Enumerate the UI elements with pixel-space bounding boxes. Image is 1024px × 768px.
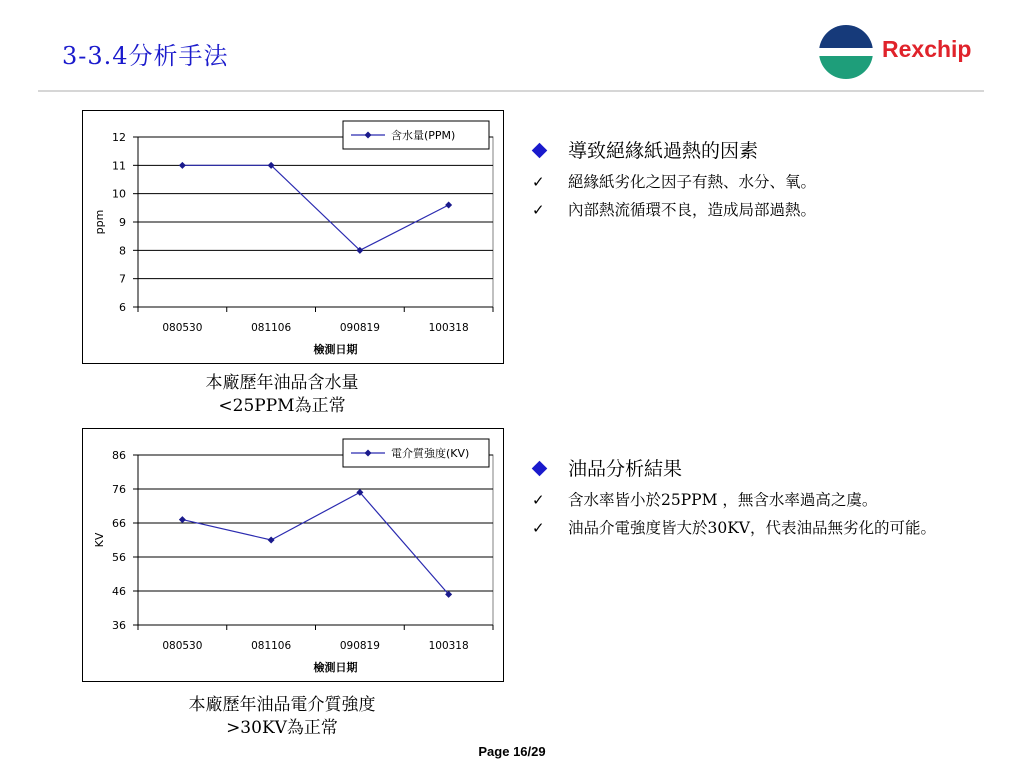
y-tick-label: 66 — [112, 517, 126, 530]
y-tick-label: 6 — [119, 301, 126, 314]
x-tick-label: 090819 — [339, 322, 380, 334]
diamond-bullet-icon — [532, 461, 548, 477]
list-item-text: 內部熱流循環不良，造成局部過熱。 — [568, 201, 817, 219]
list-item — [530, 198, 1010, 222]
list-item-text: 絕緣紙劣化之因子有熱、水分、氧。 — [568, 173, 817, 191]
y-tick-label: 86 — [112, 449, 126, 462]
list-item — [530, 488, 1010, 512]
section-heading — [530, 456, 1010, 482]
x-tick-label: 080530 — [162, 322, 203, 334]
rexchip-logo — [818, 22, 988, 82]
x-axis-label: 檢測日期 — [313, 343, 358, 356]
y-tick-label: 9 — [119, 216, 126, 229]
y-tick-label: 56 — [112, 551, 126, 564]
diamond-bullet-icon — [532, 143, 548, 159]
x-tick-label: 081106 — [251, 640, 292, 652]
y-tick-label: 36 — [112, 619, 126, 632]
section-heading-text: 油品分析結果 — [568, 458, 683, 480]
x-tick-label: 100318 — [428, 322, 469, 334]
y-tick-label: 11 — [112, 159, 126, 173]
legend-label: 含水量(PPM) — [391, 129, 456, 142]
x-axis-label: 檢測日期 — [313, 661, 358, 674]
y-tick-label: 8 — [119, 244, 126, 258]
y-axis-label: ppm — [93, 209, 106, 235]
checkmark-icon: ✓ — [532, 519, 545, 537]
checkmark-icon: ✓ — [532, 491, 545, 509]
x-tick-label: 081106 — [251, 322, 292, 334]
y-tick-label: 12 — [112, 131, 126, 144]
checkmark-icon: ✓ — [532, 201, 545, 219]
dielectric-chart — [82, 428, 504, 682]
y-axis-label: KV — [93, 532, 106, 548]
list-item-text: 含水率皆小於25PPM ，無含水率過高之虞。 — [568, 491, 878, 509]
caption-line: 本廠歷年油品含水量 — [205, 373, 359, 393]
checkmark-icon: ✓ — [532, 173, 545, 191]
title-divider — [38, 90, 984, 92]
y-tick-label: 46 — [112, 585, 126, 598]
dielectric-chart-svg — [83, 429, 503, 681]
caption-line: 本廠歷年油品電介質強度 — [188, 695, 376, 715]
moisture-chart — [82, 110, 504, 364]
y-tick-label: 10 — [112, 187, 126, 201]
x-tick-label: 090819 — [339, 640, 380, 652]
section-heading-text: 導致絕緣紙過熱的因素 — [568, 140, 759, 162]
moisture-chart-svg — [83, 111, 503, 363]
x-tick-label: 080530 — [162, 640, 203, 652]
plot-area — [138, 455, 493, 625]
logo-text: Rexchip — [882, 36, 972, 62]
legend-label: 電介質強度(KV) — [391, 447, 470, 460]
page-number: Page 16/29 — [478, 744, 546, 759]
x-tick-label: 100318 — [428, 640, 469, 652]
list-item-text: 油品介電強度皆大於30KV，代表油品無劣化的可能。 — [568, 519, 936, 537]
overheat-factors-section — [530, 138, 1010, 226]
y-tick-label: 76 — [112, 483, 126, 496]
section-heading — [530, 138, 1010, 164]
slide-title: 3-3.4分析手法 — [62, 42, 229, 70]
moisture-chart-caption — [82, 372, 482, 418]
y-tick-label: 7 — [119, 272, 126, 286]
caption-line: <25PPM為正常 — [218, 396, 346, 416]
dielectric-chart-caption — [82, 694, 482, 740]
caption-line: >30KV為正常 — [226, 718, 338, 738]
oil-analysis-section — [530, 456, 1010, 544]
list-item — [530, 170, 1010, 194]
list-item — [530, 516, 998, 540]
